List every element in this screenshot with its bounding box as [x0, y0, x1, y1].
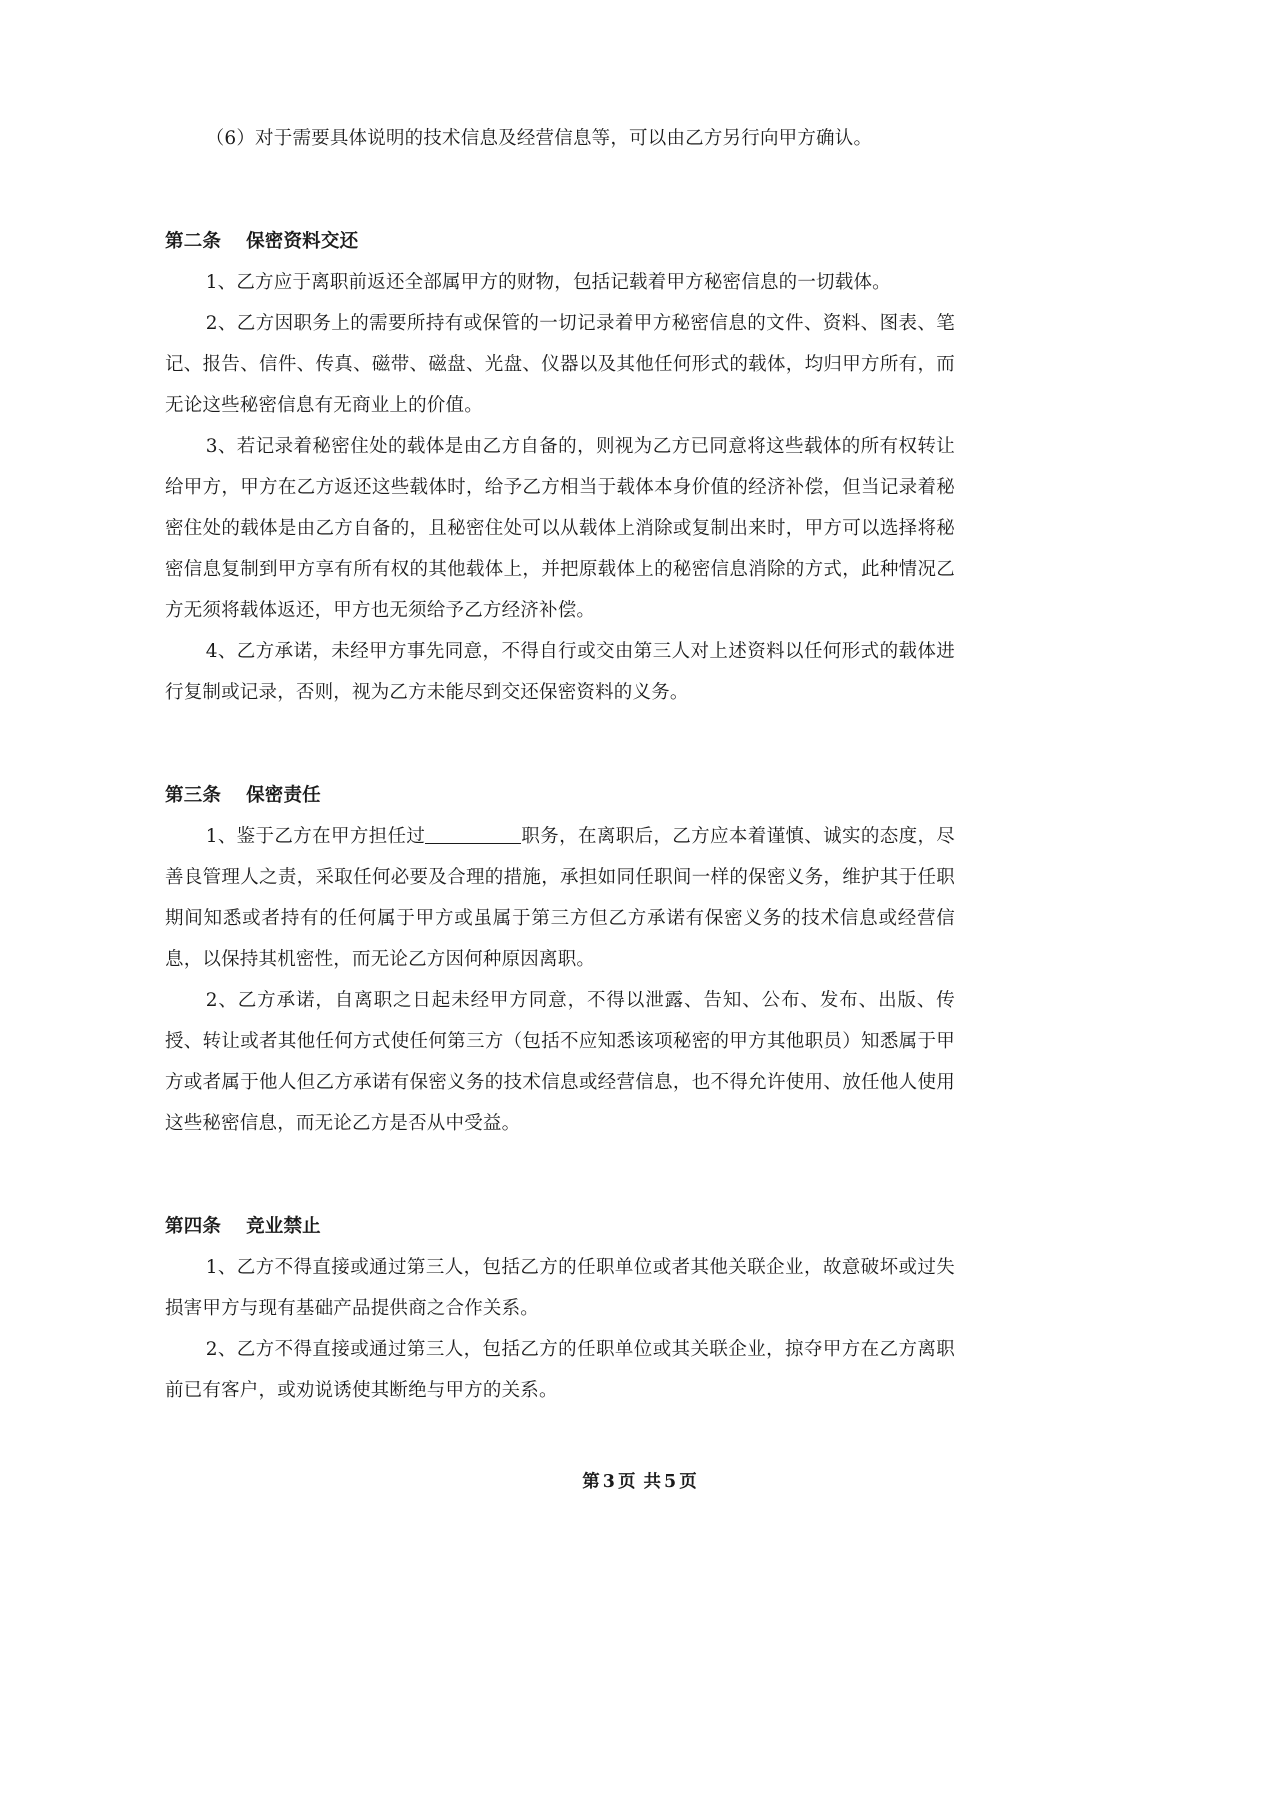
paragraph-clause1-item6: （6）对于需要具体说明的技术信息及经营信息等，可以由乙方另行向甲方确认。	[205, 128, 873, 149]
heading-clause-3	[165, 775, 955, 816]
footer-current-page: 3	[602, 1472, 616, 1492]
footer-prefix: 第	[582, 1472, 601, 1492]
heading-number-3: 第三条	[165, 785, 222, 806]
position-fill-blank[interactable]	[425, 825, 521, 845]
footer-total-pages: 5	[664, 1472, 678, 1492]
paragraph-clause2-item3: 3、若记录着秘密住处的载体是由乙方自备的，则视为乙方已同意将这些载体的所有权转让给甲方，甲方在乙方返还这些载体时，给予乙方相当于载体本身价值的经济补偿，但当记录着秘密住处的载体是由乙方自备的，且秘密住处可以从载体上消除或复制出来时，甲方可以选择将秘密信息复制到甲方享有所有权的其他载体上，并把原载体上的秘密信息消除的方式，此种情况乙方无须将载体返还，甲方也无须给予乙方经济补偿。	[165, 436, 955, 621]
heading-title-4: 竞业禁止	[246, 1216, 321, 1237]
heading-title-3: 保密责任	[246, 785, 321, 806]
heading-clause-2	[165, 221, 955, 262]
heading-title-2: 保密资料交还	[246, 231, 359, 252]
spacer	[165, 1144, 955, 1206]
footer-suffix: 页	[679, 1472, 698, 1492]
paragraph-clause3-item1	[165, 816, 955, 980]
heading-number-4: 第四条	[165, 1216, 222, 1237]
clause3-item1-text-before: 1、鉴于乙方在甲方担任过	[205, 826, 426, 847]
paragraph-clause2-item1: 1、乙方应于离职前返还全部属甲方的财物，包括记载着甲方秘密信息的一切载体。	[205, 272, 891, 293]
spacer	[165, 159, 955, 221]
page-footer	[0, 1468, 1280, 1493]
paragraph-clause4-item1: 1、乙方不得直接或通过第三人，包括乙方的任职单位或者其他关联企业，故意破坏或过失损害甲方与现有基础产品提供商之合作关系。	[165, 1257, 955, 1319]
paragraph-clause4-item2: 2、乙方不得直接或通过第三人，包括乙方的任职单位或其关联企业，掠夺甲方在乙方离职前已有客户，或劝说诱使其断绝与甲方的关系。	[165, 1339, 955, 1401]
document-body	[165, 118, 955, 1411]
paragraph-clause2-item2: 2、乙方因职务上的需要所持有或保管的一切记录着甲方秘密信息的文件、资料、图表、笔记、报告、信件、传真、磁带、磁盘、光盘、仪器以及其他任何形式的载体，均归甲方所有，而无论这些秘密信息有无商业上的价值。	[165, 313, 955, 416]
heading-number-2: 第二条	[165, 231, 222, 252]
paragraph-clause2-item4: 4、乙方承诺，未经甲方事先同意，不得自行或交由第三人对上述资料以任何形式的载体进行复制或记录，否则，视为乙方未能尽到交还保密资料的义务。	[165, 641, 955, 703]
spacer	[165, 713, 955, 775]
heading-clause-4	[165, 1206, 955, 1247]
footer-middle: 页 共	[617, 1472, 663, 1492]
paragraph-clause3-item2: 2、乙方承诺，自离职之日起未经甲方同意，不得以泄露、告知、公布、发布、出版、传授、转让或者其他任何方式使任何第三方（包括不应知悉该项秘密的甲方其他职员）知悉属于甲方或者属于他人但乙方承诺有保密义务的技术信息或经营信息，也不得允许使用、放任他人使用这些秘密信息，而无论乙方是否从中受益。	[165, 990, 955, 1134]
clause3-item1-text-after: 职务，在离职后，乙方应本着谨慎、诚实的态度，尽善良管理人之责，采取任何必要及合理的措施，承担如同任职间一样的保密义务，维护其于任职期间知悉或者持有的任何属于甲方或虽属于第三方但乙方承诺有保密义务的技术信息或经营信息，以保持其机密性，而无论乙方因何种原因离职。	[165, 826, 956, 970]
